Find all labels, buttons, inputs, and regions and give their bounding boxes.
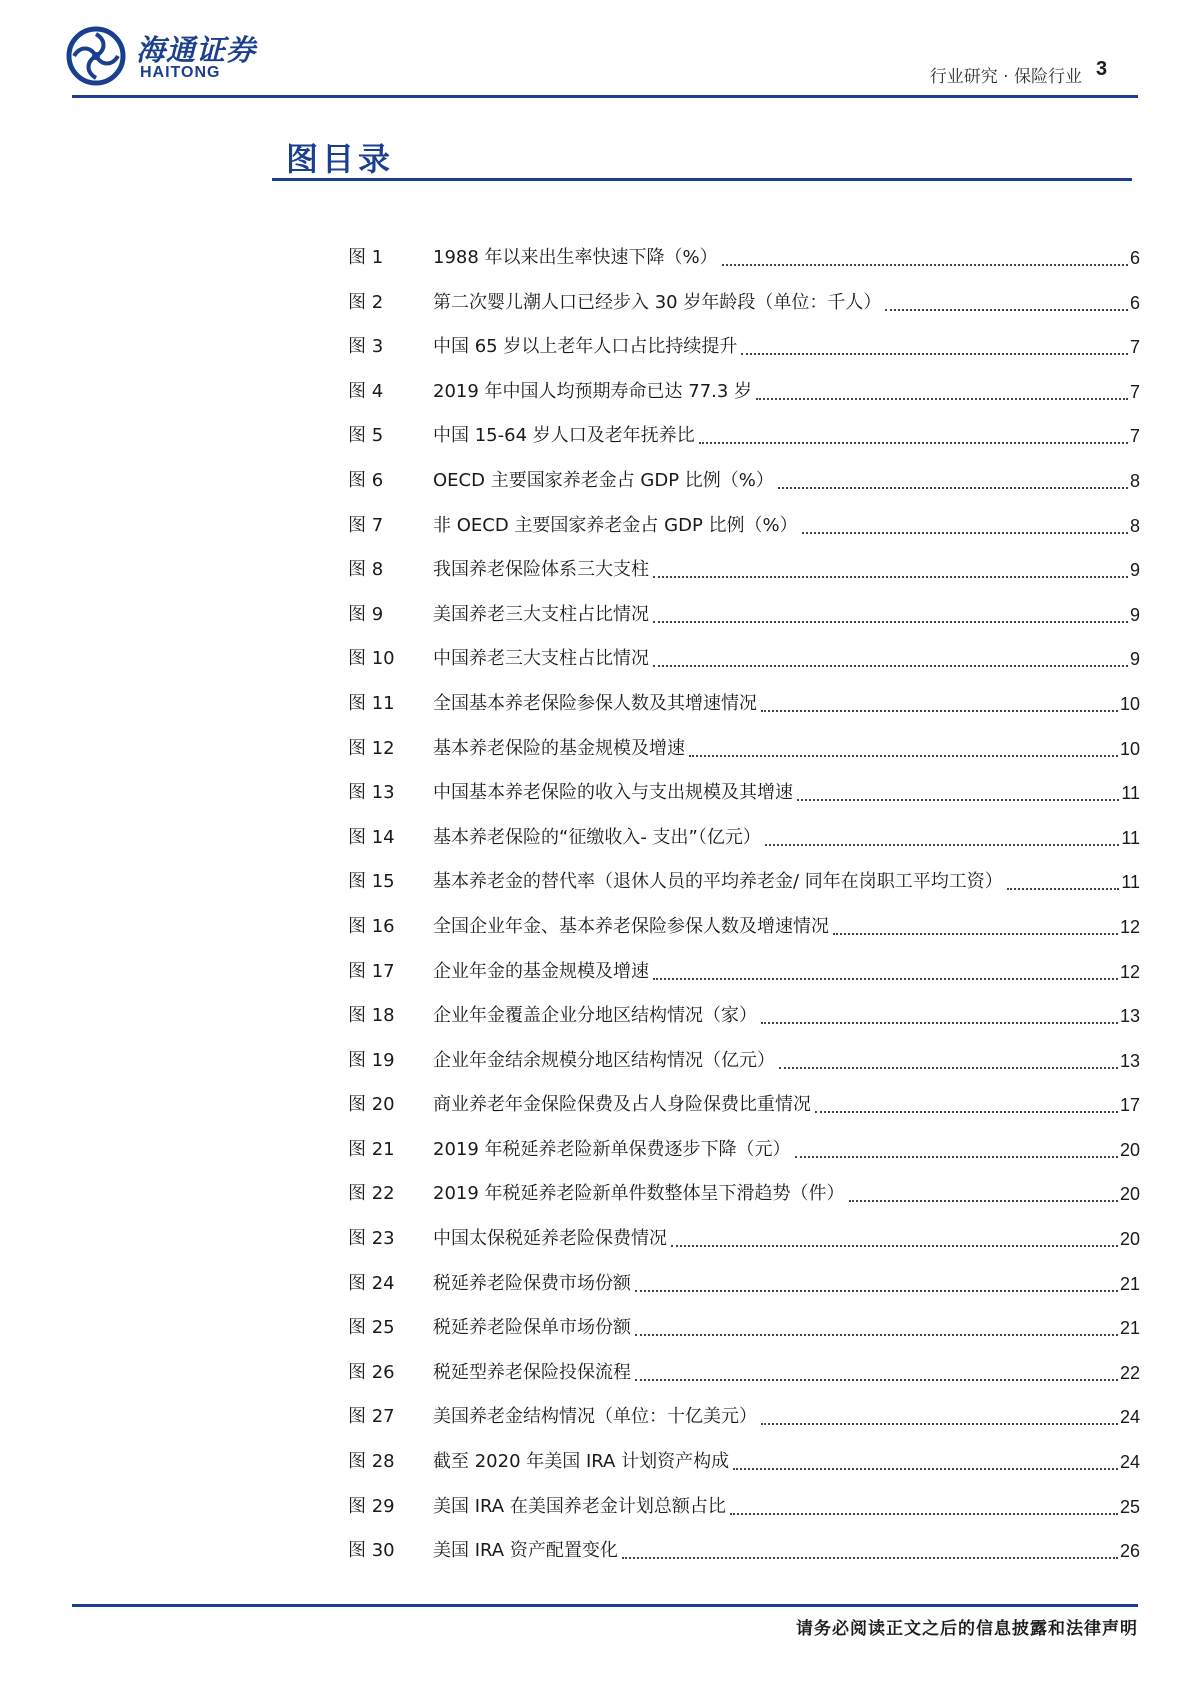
- toc-figure-number: 图 4: [348, 380, 384, 402]
- toc-figure-number: 图 13: [348, 782, 395, 804]
- toc-figure-title[interactable]: 基本养老金的替代率（退休人员的平均养老金/ 同年在岗职工平均工资）: [433, 871, 1003, 893]
- toc-figure-title[interactable]: 企业年金结余规模分地区结构情况（亿元）: [433, 1049, 775, 1071]
- header-divider: [72, 95, 1138, 98]
- toc-page-number[interactable]: 24: [1119, 1452, 1140, 1473]
- toc-figure-number: 图 27: [348, 1406, 395, 1428]
- toc-figure-number: 图 9: [348, 603, 384, 625]
- toc-page-number[interactable]: 9: [1129, 649, 1140, 670]
- toc-entry[interactable]: [348, 557, 1140, 602]
- toc-entry[interactable]: [348, 245, 1140, 290]
- toc-page-number[interactable]: 11: [1121, 827, 1140, 848]
- toc-page-number[interactable]: 17: [1119, 1095, 1140, 1116]
- toc-entry[interactable]: [348, 1449, 1140, 1494]
- toc-figure-number: 图 8: [348, 559, 384, 581]
- toc-figure-title[interactable]: 税延型养老保险投保流程: [433, 1361, 631, 1383]
- toc-page-number[interactable]: 13: [1119, 1050, 1140, 1071]
- toc-dot-leader: [671, 1226, 1118, 1247]
- title-divider: [272, 178, 1132, 181]
- toc-figure-title[interactable]: 第二次婴儿潮人口已经步入 30 岁年龄段（单位：千人）: [433, 291, 882, 313]
- toc-dot-leader: [653, 959, 1118, 980]
- toc-figure-title[interactable]: 企业年金的基金规模及增速: [433, 960, 649, 982]
- toc-dot-leader: [1007, 869, 1120, 890]
- toc-entry[interactable]: [348, 1271, 1140, 1316]
- toc-figure-title[interactable]: 企业年金覆盖企业分地区结构情况（家）: [433, 1005, 757, 1027]
- toc-dot-leader: [778, 468, 1128, 489]
- toc-figure-title[interactable]: 2019 年中国人均预期寿命已达 77.3 岁: [433, 380, 753, 402]
- toc-page-number[interactable]: 24: [1119, 1407, 1140, 1428]
- toc-entry[interactable]: [348, 959, 1140, 1004]
- toc-dot-leader: [761, 1003, 1118, 1024]
- toc-figure-title[interactable]: 基本养老保险的“征缴收入- 支出”（亿元）: [433, 826, 761, 848]
- toc-dot-leader: [795, 1137, 1118, 1158]
- toc-figure-number: 图 7: [348, 514, 384, 536]
- toc-dot-leader: [797, 780, 1119, 801]
- toc-page-number[interactable]: 10: [1119, 738, 1140, 759]
- toc-page-number[interactable]: 7: [1129, 426, 1140, 447]
- toc-entry[interactable]: [348, 646, 1140, 691]
- toc-figure-number: 图 10: [348, 648, 395, 670]
- toc-dot-leader: [635, 1360, 1118, 1381]
- toc-figure-number: 图 21: [348, 1138, 395, 1160]
- toc-entry[interactable]: [348, 513, 1140, 558]
- toc-entry[interactable]: [348, 914, 1140, 959]
- toc-page-number[interactable]: 9: [1129, 560, 1140, 581]
- toc-entry[interactable]: [348, 1315, 1140, 1360]
- toc-figure-number: 图 3: [348, 336, 384, 358]
- toc-figure-number: 图 11: [348, 692, 395, 714]
- toc-entry[interactable]: [348, 1003, 1140, 1048]
- toc-figure-title[interactable]: 中国太保税延养老险保费情况: [433, 1228, 667, 1250]
- toc-entry[interactable]: [348, 1226, 1140, 1271]
- toc-figure-title[interactable]: 基本养老保险的基金规模及增速: [433, 737, 685, 759]
- toc-dot-leader: [689, 736, 1118, 757]
- toc-figure-number: 图 14: [348, 826, 395, 848]
- logo-english-name: HAITONG: [140, 64, 221, 81]
- toc-figure-number: 图 17: [348, 960, 395, 982]
- toc-figure-title[interactable]: 2019 年税延养老险新单保费逐步下降（元）: [433, 1138, 791, 1160]
- toc-entry[interactable]: [348, 780, 1140, 825]
- toc-page-number[interactable]: 21: [1119, 1318, 1140, 1339]
- report-section-label: 行业研究 · 保险行业: [929, 67, 1082, 87]
- toc-entry[interactable]: [348, 379, 1140, 424]
- toc-dot-leader: [779, 1048, 1118, 1069]
- toc-entry[interactable]: [348, 423, 1140, 468]
- toc-figure-number: 图 23: [348, 1228, 395, 1250]
- toc-page-number[interactable]: 11: [1121, 783, 1140, 804]
- toc-dot-leader: [653, 646, 1128, 667]
- toc-page-number[interactable]: 11: [1121, 872, 1140, 893]
- toc-dot-leader: [815, 1092, 1118, 1113]
- figure-list: [348, 245, 1140, 1583]
- toc-figure-number: 图 2: [348, 291, 384, 313]
- toc-figure-title[interactable]: 税延养老险保单市场份额: [433, 1317, 631, 1339]
- toc-page-number[interactable]: 13: [1119, 1006, 1140, 1027]
- toc-figure-number: 图 20: [348, 1094, 395, 1116]
- footer-disclaimer: 请务必阅读正文之后的信息披露和法律声明: [796, 1619, 1138, 1639]
- toc-entry[interactable]: [348, 334, 1140, 379]
- toc-figure-title[interactable]: 中国 65 岁以上老年人口占比持续提升: [433, 336, 738, 358]
- toc-figure-title[interactable]: 美国 IRA 资产配置变化: [433, 1540, 618, 1562]
- page-title: 图目录: [286, 140, 395, 178]
- toc-figure-title[interactable]: 商业养老年金保险保费及占人身险保费比重情况: [433, 1094, 811, 1116]
- toc-figure-number: 图 1: [348, 247, 384, 268]
- toc-dot-leader: [730, 1494, 1118, 1515]
- toc-page-number[interactable]: 7: [1129, 381, 1140, 402]
- toc-entry[interactable]: [348, 1538, 1140, 1583]
- toc-dot-leader: [756, 379, 1128, 400]
- toc-figure-number: 图 18: [348, 1005, 395, 1027]
- toc-entry[interactable]: [348, 1404, 1140, 1449]
- toc-dot-leader: [635, 1315, 1118, 1336]
- toc-entry[interactable]: [348, 602, 1140, 647]
- toc-entry[interactable]: [348, 1494, 1140, 1539]
- toc-figure-title[interactable]: 美国 IRA 在美国养老金计划总额占比: [433, 1495, 726, 1517]
- haitong-logo-icon: [66, 26, 126, 86]
- toc-dot-leader: [722, 245, 1128, 266]
- toc-dot-leader: [622, 1538, 1118, 1559]
- toc-figure-title[interactable]: 我国养老保险体系三大支柱: [433, 559, 649, 581]
- toc-figure-number: 图 16: [348, 915, 395, 937]
- toc-figure-number: 图 25: [348, 1317, 395, 1339]
- toc-dot-leader: [849, 1181, 1118, 1202]
- toc-figure-title[interactable]: 截至 2020 年美国 IRA 计划资产构成: [433, 1451, 730, 1473]
- toc-figure-title[interactable]: 税延养老险保费市场份额: [433, 1272, 631, 1294]
- toc-dot-leader: [699, 423, 1128, 444]
- toc-entry[interactable]: [348, 869, 1140, 914]
- toc-entry[interactable]: [348, 691, 1140, 736]
- toc-page-number[interactable]: 6: [1129, 248, 1140, 268]
- toc-page-number[interactable]: 20: [1119, 1184, 1140, 1205]
- toc-page-number[interactable]: 26: [1119, 1541, 1140, 1562]
- toc-dot-leader: [802, 513, 1128, 534]
- toc-page-number[interactable]: 12: [1119, 916, 1140, 937]
- toc-figure-title[interactable]: 中国养老三大支柱占比情况: [433, 648, 649, 670]
- toc-entry[interactable]: [348, 825, 1140, 870]
- toc-entry[interactable]: [348, 736, 1140, 781]
- toc-figure-number: 图 24: [348, 1272, 395, 1294]
- toc-dot-leader: [741, 334, 1128, 355]
- toc-dot-leader: [765, 825, 1119, 846]
- toc-figure-number: 图 12: [348, 737, 395, 759]
- toc-figure-title[interactable]: 全国企业年金、基本养老保险参保人数及增速情况: [433, 915, 829, 937]
- toc-figure-number: 图 6: [348, 469, 384, 491]
- toc-entry[interactable]: [348, 1092, 1140, 1137]
- toc-figure-number: 图 26: [348, 1361, 395, 1383]
- toc-dot-leader: [761, 1404, 1118, 1425]
- toc-dot-leader: [635, 1271, 1118, 1292]
- toc-figure-number: 图 15: [348, 871, 395, 893]
- toc-figure-title[interactable]: 美国养老金结构情况（单位：十亿美元）: [433, 1406, 757, 1428]
- toc-page-number[interactable]: 22: [1119, 1362, 1140, 1383]
- toc-dot-leader: [653, 602, 1128, 623]
- toc-figure-number: 图 5: [348, 425, 384, 447]
- toc-page-number[interactable]: 21: [1119, 1273, 1140, 1294]
- toc-figure-title[interactable]: OECD 主要国家养老金占 GDP 比例（%）: [433, 469, 774, 491]
- toc-dot-leader: [885, 290, 1128, 311]
- toc-figure-title[interactable]: 全国基本养老保险参保人数及其增速情况: [433, 692, 757, 714]
- toc-figure-title[interactable]: 中国基本养老保险的收入与支出规模及其增速: [433, 782, 793, 804]
- toc-page-number[interactable]: 25: [1119, 1496, 1140, 1517]
- toc-dot-leader: [833, 914, 1118, 935]
- toc-page-number[interactable]: 9: [1129, 604, 1140, 625]
- toc-entry[interactable]: [348, 1048, 1140, 1093]
- toc-figure-title[interactable]: 1988 年以来出生率快速下降（%）: [433, 247, 718, 268]
- toc-entry[interactable]: [348, 290, 1140, 335]
- toc-page-number[interactable]: 8: [1129, 515, 1140, 536]
- toc-page-number[interactable]: 6: [1129, 292, 1140, 313]
- toc-figure-number: 图 29: [348, 1495, 395, 1517]
- toc-entry[interactable]: [348, 468, 1140, 513]
- toc-entry[interactable]: [348, 1137, 1140, 1182]
- toc-figure-number: 图 22: [348, 1183, 395, 1205]
- toc-dot-leader: [653, 557, 1128, 578]
- toc-figure-title[interactable]: 中国 15-64 岁人口及老年抚养比: [433, 425, 695, 447]
- logo-chinese-name: 海通证券: [136, 33, 257, 67]
- toc-page-number[interactable]: 10: [1119, 693, 1140, 714]
- footer-divider: [72, 1604, 1138, 1607]
- company-logo: [66, 26, 326, 88]
- toc-figure-number: 图 28: [348, 1451, 395, 1473]
- toc-dot-leader: [761, 691, 1118, 712]
- toc-figure-title[interactable]: 美国养老三大支柱占比情况: [433, 603, 649, 625]
- toc-figure-title[interactable]: 2019 年税延养老险新单件数整体呈下滑趋势（件）: [433, 1183, 845, 1205]
- toc-figure-number: 图 30: [348, 1540, 395, 1562]
- toc-entry[interactable]: [348, 1181, 1140, 1226]
- toc-dot-leader: [733, 1449, 1118, 1470]
- toc-figure-number: 图 19: [348, 1049, 395, 1071]
- toc-page-number[interactable]: 20: [1119, 1229, 1140, 1250]
- toc-entry[interactable]: [348, 1360, 1140, 1405]
- toc-page-number[interactable]: 12: [1119, 961, 1140, 982]
- page-number: 3: [1096, 58, 1108, 80]
- toc-figure-title[interactable]: 非 OECD 主要国家养老金占 GDP 比例（%）: [433, 514, 798, 536]
- toc-page-number[interactable]: 7: [1129, 337, 1140, 358]
- toc-page-number[interactable]: 20: [1119, 1139, 1140, 1160]
- toc-page-number[interactable]: 8: [1129, 470, 1140, 491]
